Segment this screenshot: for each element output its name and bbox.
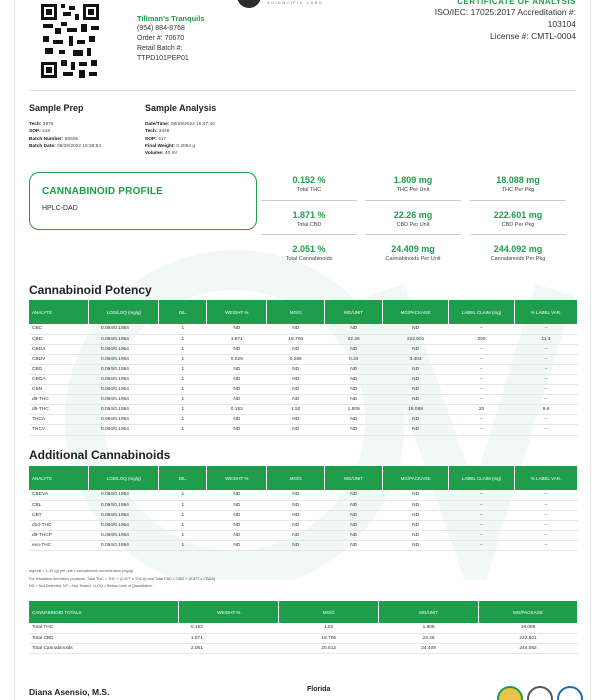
table-cell: ND [207, 324, 267, 334]
table-cell: THCA [29, 415, 89, 425]
totals-table [29, 601, 578, 654]
table-cell: ND [325, 500, 383, 510]
table-cell: 1 [159, 364, 207, 374]
table-cell: ND [267, 490, 325, 500]
table-cell: 1 [159, 530, 207, 540]
summary-value: 1.871 % [292, 210, 326, 220]
table-cell: -- [515, 354, 578, 364]
summary-divider [470, 200, 566, 201]
table-cell: exo-THC [29, 540, 89, 550]
table-cell: ND [267, 364, 325, 374]
table-cell: CBGA [29, 374, 89, 384]
table-cell: ND [207, 540, 267, 550]
table-cell: 3.403 [383, 354, 449, 364]
table-cell: CBDA [29, 344, 89, 354]
summary-label: Total Cannabinoids [285, 256, 333, 262]
summary-metric [365, 244, 461, 262]
table-cell: CBC [29, 324, 89, 334]
note-line: For inhalation derivative products, Total THC = THC + (0.877 x THCA) and Total CBD = CBD + (0.877 x CBDA) [29, 576, 216, 581]
column-header: DIL. [159, 300, 207, 324]
qr-code[interactable] [39, 0, 101, 82]
column-header: MG/UNIT [325, 300, 383, 324]
table-row [29, 520, 578, 530]
column-header: CANNABINOID TOTALS [29, 601, 179, 623]
column-header: LOD/LOQ (mg/g) [89, 466, 159, 490]
table-cell: ND [267, 324, 325, 334]
table-cell: 0.064/0.1954 [89, 354, 159, 364]
summary-metric [470, 210, 566, 228]
table-cell: 1 [159, 405, 207, 415]
table-cell: 11.3 [515, 334, 578, 344]
table-row [29, 510, 578, 520]
table-cell: ND [207, 490, 267, 500]
summary-value: 2.051 % [292, 244, 326, 254]
signer-name: Diana Asensio, M.S. [29, 687, 110, 697]
table-row [29, 500, 578, 510]
table-cell: 1 [159, 415, 207, 425]
table-cell: ND [383, 520, 449, 530]
table-row [29, 354, 578, 364]
table-cell: ND [383, 500, 449, 510]
table-cell: 0.152 [179, 623, 279, 633]
summary-divider [261, 234, 357, 235]
table-cell: ND [207, 385, 267, 395]
table-cell: ND [383, 385, 449, 395]
table-cell: ND [325, 425, 383, 435]
table-cell: -- [515, 530, 578, 540]
column-header: MG/PACKAGE [383, 466, 449, 490]
table-cell: -- [515, 510, 578, 520]
table-row [29, 540, 578, 550]
sample-analysis-title: Sample Analysis [145, 103, 217, 113]
table-cell: 22.26 [379, 633, 479, 643]
summary-metric [470, 175, 566, 193]
column-header: MG/UNIT [325, 466, 383, 490]
table-cell: 1.809 [379, 623, 479, 633]
table-cell: 2.051 [179, 643, 279, 653]
table-cell: 1 [159, 490, 207, 500]
table-cell: -- [449, 415, 515, 425]
table-cell: 1 [159, 374, 207, 384]
table-cell: 0.152 [207, 405, 267, 415]
table-cell: Total Cannabinoids [29, 643, 179, 653]
column-header: % LABEL VAR. [515, 466, 578, 490]
table-cell: CBG [29, 364, 89, 374]
table-cell: ND [267, 520, 325, 530]
table-cell: ND [383, 324, 449, 334]
table-cell: ND [383, 540, 449, 550]
table-cell: 244.092 [479, 643, 578, 653]
table-cell: 22.26 [325, 334, 383, 344]
certificate-title: CERTIFICATE OF ANALYSIS [457, 0, 576, 6]
column-header: ANALYTE [29, 466, 89, 490]
table-cell: -- [515, 344, 578, 354]
table-cell: 1.52 [267, 405, 325, 415]
table-row [29, 643, 578, 653]
table-cell: -- [515, 364, 578, 374]
table-cell: -- [449, 425, 515, 435]
client-phone: (954) 884-8768 [137, 25, 185, 32]
summary-value: 1.809 mg [393, 175, 433, 185]
table-cell: 1 [159, 324, 207, 334]
table-cell: ND [383, 395, 449, 405]
table-cell: ND [383, 490, 449, 500]
table-cell: ND [267, 374, 325, 384]
additional-table [29, 466, 578, 551]
table-cell: CBN [29, 385, 89, 395]
certification-seal-icon [527, 686, 553, 700]
table-row [29, 623, 578, 633]
table-cell: ND [207, 530, 267, 540]
client-name: Tillman's Tranquils [137, 14, 205, 23]
table-cell: 0.064/0.1954 [89, 334, 159, 344]
table-cell: 0.34 [325, 354, 383, 364]
table-cell: 18.706 [267, 334, 325, 344]
table-cell: 0.064/0.1954 [89, 490, 159, 500]
table-cell: ND [207, 415, 267, 425]
lab-state: Florida [307, 686, 331, 693]
table-cell: -- [449, 510, 515, 520]
note-line: ND = Not Detected, NT = Not Tested, <LOQ = Below Limit of Quantitation [29, 584, 153, 588]
table-cell: -- [449, 395, 515, 405]
table-cell: -- [515, 540, 578, 550]
table-cell: ND [325, 385, 383, 395]
table-cell: 0.064/0.1954 [89, 530, 159, 540]
table-cell: -- [515, 415, 578, 425]
summary-value: 222.601 mg [493, 210, 543, 220]
table-cell: ND [325, 490, 383, 500]
summary-divider [470, 234, 566, 235]
table-cell: -- [515, 395, 578, 405]
summary-value: 24.409 mg [391, 244, 435, 254]
table-cell: 0.029 [207, 354, 267, 364]
profile-title: CANNABINOID PROFILE [42, 186, 164, 197]
table-cell: 0.286 [267, 354, 325, 364]
accreditation-seal-icon [497, 686, 523, 700]
order-number: Order #: 70670 [137, 35, 185, 42]
quality-seal-icon [557, 686, 583, 700]
summary-metric [365, 175, 461, 193]
table-cell: CBDVA [29, 490, 89, 500]
table-cell: ND [325, 520, 383, 530]
summary-label: CBD Per Unit [396, 222, 430, 228]
summary-value: 244.092 mg [493, 244, 543, 254]
table-cell: ND [383, 344, 449, 354]
table-cell: 0.064/0.1954 [89, 395, 159, 405]
table-cell: -- [449, 540, 515, 550]
table-cell: -- [449, 354, 515, 364]
table-row [29, 334, 578, 344]
summary-label: Total THC [296, 187, 322, 193]
profile-method: HPLC-DAD [42, 205, 78, 212]
qr-code-icon [39, 0, 101, 82]
table-cell: -- [449, 530, 515, 540]
table-cell: -- [515, 490, 578, 500]
table-cell: 1 [159, 510, 207, 520]
potency-title: Cannabinoid Potency [29, 283, 152, 297]
table-row [29, 364, 578, 374]
table-cell: THCV [29, 425, 89, 435]
table-cell: -- [515, 520, 578, 530]
table-cell: ND [325, 540, 383, 550]
column-header: WEIGHT % [179, 601, 279, 623]
table-cell: ND [267, 530, 325, 540]
table-row [29, 425, 578, 435]
table-cell: 0.064/0.1954 [89, 344, 159, 354]
column-header: MG/G [267, 300, 325, 324]
summary-label: Cannabinoids Per Unit [385, 256, 441, 262]
table-cell: 0.064/0.1954 [89, 324, 159, 334]
column-header: MG/PACKAGE [383, 300, 449, 324]
table-cell: d9-THC [29, 405, 89, 415]
lab-logo-icon [237, 0, 261, 8]
table-cell: ND [207, 510, 267, 520]
table-cell: 200 [449, 334, 515, 344]
potency-table [29, 300, 578, 436]
table-cell: 1 [159, 540, 207, 550]
table-cell: 1 [159, 425, 207, 435]
table-cell: 0.064/0.1954 [89, 520, 159, 530]
table-cell: ND [267, 500, 325, 510]
table-cell: 18.088 [383, 405, 449, 415]
table-cell: -- [515, 500, 578, 510]
summary-metric [261, 244, 357, 262]
column-header: MG/UNIT [379, 601, 479, 623]
column-header: % LABEL VAR. [515, 300, 578, 324]
table-cell: ND [383, 510, 449, 520]
table-cell: -- [449, 385, 515, 395]
additional-title: Additional Cannabinoids [29, 448, 171, 462]
accreditation-line-1: ISO/IEC: 17025:2017 Accreditation #: [434, 7, 576, 17]
table-cell: 222.601 [479, 633, 578, 643]
table-row [29, 530, 578, 540]
table-cell: ND [325, 530, 383, 540]
table-cell: ND [325, 374, 383, 384]
table-cell: ND [207, 344, 267, 354]
table-cell: 0.064/0.1954 [89, 425, 159, 435]
table-cell: CBL [29, 500, 89, 510]
column-header: WEIGHT % [207, 466, 267, 490]
table-cell: 1 [159, 385, 207, 395]
retail-batch-label: Retail Batch #: [137, 45, 183, 52]
summary-label: Total CBD [296, 222, 322, 228]
summary-divider [261, 200, 357, 201]
table-cell: ND [207, 425, 267, 435]
table-cell: 1.809 [325, 405, 383, 415]
table-cell: CBD [29, 334, 89, 344]
table-cell: -- [449, 490, 515, 500]
table-cell: -- [449, 500, 515, 510]
table-cell: ND [383, 415, 449, 425]
table-cell: -- [449, 364, 515, 374]
table-cell: 1 [159, 520, 207, 530]
table-cell: 0.064/0.1954 [89, 385, 159, 395]
table-cell: ND [325, 324, 383, 334]
table-cell: 20 [449, 405, 515, 415]
summary-label: THC Per Pkg [501, 187, 535, 193]
table-cell: 0.064/0.1954 [89, 540, 159, 550]
table-cell: 222.601 [383, 334, 449, 344]
table-row [29, 374, 578, 384]
table-cell: 1.52 [279, 623, 379, 633]
table-row [29, 395, 578, 405]
table-cell: ND [207, 374, 267, 384]
client-info [137, 14, 205, 64]
table-row [29, 633, 578, 643]
table-cell: -- [449, 344, 515, 354]
table-cell: 0.064/0.1954 [89, 510, 159, 520]
column-header: ANALYTE [29, 300, 89, 324]
table-cell: 20.512 [279, 643, 379, 653]
table-cell: d9-THCP [29, 530, 89, 540]
table-cell: 1.871 [179, 633, 279, 643]
table-cell: 1 [159, 500, 207, 510]
table-cell: ND [207, 520, 267, 530]
table-cell: -- [515, 324, 578, 334]
column-header: LABEL CLAIM (mg) [449, 300, 515, 324]
table-cell: CBDV [29, 354, 89, 364]
accreditation-line-2: 103104 [547, 19, 576, 29]
table-cell: ND [383, 530, 449, 540]
table-cell: ND [267, 540, 325, 550]
table-cell: 0.064/0.1954 [89, 374, 159, 384]
table-cell: 1.871 [207, 334, 267, 344]
summary-metric [470, 244, 566, 262]
table-cell: ND [207, 364, 267, 374]
table-cell: 1 [159, 395, 207, 405]
table-cell: ND [325, 364, 383, 374]
notes [29, 568, 215, 591]
summary-metric [365, 210, 461, 228]
summary-label: THC Per Unit [396, 187, 430, 193]
retail-batch: TTPD101PEP01 [137, 55, 189, 62]
table-cell: 18.706 [279, 633, 379, 643]
table-row [29, 344, 578, 354]
table-cell: 0.064/0.1954 [89, 405, 159, 415]
table-cell: ND [383, 425, 449, 435]
header-divider [29, 90, 576, 91]
table-cell: ND [267, 385, 325, 395]
table-cell: ND [207, 500, 267, 510]
column-header: LOD/LOQ (mg/g) [89, 300, 159, 324]
table-cell: 24.409 [379, 643, 479, 653]
table-row [29, 324, 578, 334]
table-cell: Total THC [29, 623, 179, 633]
table-cell: 1 [159, 354, 207, 364]
table-cell: ND [207, 395, 267, 405]
sample-prep-title: Sample Prep [29, 103, 84, 113]
table-cell: 9.6 [515, 405, 578, 415]
table-cell: -- [449, 324, 515, 334]
summary-metric [261, 175, 357, 193]
table-cell: -- [449, 374, 515, 384]
table-cell: ND [383, 374, 449, 384]
table-row [29, 385, 578, 395]
table-cell: ND [325, 510, 383, 520]
cannabinoid-profile-box [29, 172, 257, 230]
column-header: MG/G [267, 466, 325, 490]
table-cell: Total CBD [29, 633, 179, 643]
accreditation-block [435, 0, 576, 42]
table-cell: -- [515, 385, 578, 395]
table-cell: 1 [159, 344, 207, 354]
table-cell: 0.064/0.1954 [89, 364, 159, 374]
table-cell: ND [267, 344, 325, 354]
summary-divider [365, 200, 461, 201]
table-cell: ND [267, 395, 325, 405]
table-cell: 0.064/0.1954 [89, 415, 159, 425]
table-cell: CBT [29, 510, 89, 520]
summary-metric [261, 210, 357, 228]
table-cell: ND [267, 415, 325, 425]
column-header: WEIGHT % [207, 300, 267, 324]
table-cell: 1 [159, 334, 207, 344]
table-cell: 0.064/0.1954 [89, 500, 159, 510]
summary-value: 18.088 mg [496, 175, 540, 185]
column-header: DIL. [159, 466, 207, 490]
summary-value: 22.26 mg [393, 210, 433, 220]
summary-label: Cannabinoids Per Pkg [490, 256, 546, 262]
table-cell: d10-THC [29, 520, 89, 530]
summary-value: 0.152 % [292, 175, 326, 185]
summary-label: CBD Per Pkg [501, 222, 535, 228]
table-cell: ND [325, 395, 383, 405]
table-cell: -- [515, 374, 578, 384]
license-line: License #: CMTL-0004 [490, 31, 576, 41]
table-cell: ND [325, 344, 383, 354]
column-header: LABEL CLAIM (mg) [449, 466, 515, 490]
column-header: MG/PACKAGE [479, 601, 578, 623]
table-cell: d8-THC [29, 395, 89, 405]
table-row [29, 490, 578, 500]
summary-divider [365, 234, 461, 235]
lab-logo-text: SCIENTIFIC LABS [267, 0, 324, 5]
table-cell: ND [267, 425, 325, 435]
note-line: mg/unit = 1.19 (g) per unit x cannabinoid concentration (mg/g) [29, 569, 133, 573]
coa-page [14, 0, 591, 700]
table-cell: ND [325, 415, 383, 425]
table-cell: -- [449, 520, 515, 530]
table-cell: -- [515, 425, 578, 435]
table-cell: 18.088 [479, 623, 578, 633]
table-row [29, 405, 578, 415]
sample-prep-details: Tech: 3976 SOP: 418 Batch Number: 55506 Batch Date: 08/26/2022 16:38:54 [29, 122, 102, 149]
table-row [29, 415, 578, 425]
table-cell: ND [267, 510, 325, 520]
column-header: MG/G [279, 601, 379, 623]
sample-analysis-details: Date/Time: 08/29/2022 15:47:40 Tech: 3445 SOP: 417 Final Weight: 0.2084 g Volume: 40 ml [145, 122, 215, 157]
table-cell: ND [383, 364, 449, 374]
